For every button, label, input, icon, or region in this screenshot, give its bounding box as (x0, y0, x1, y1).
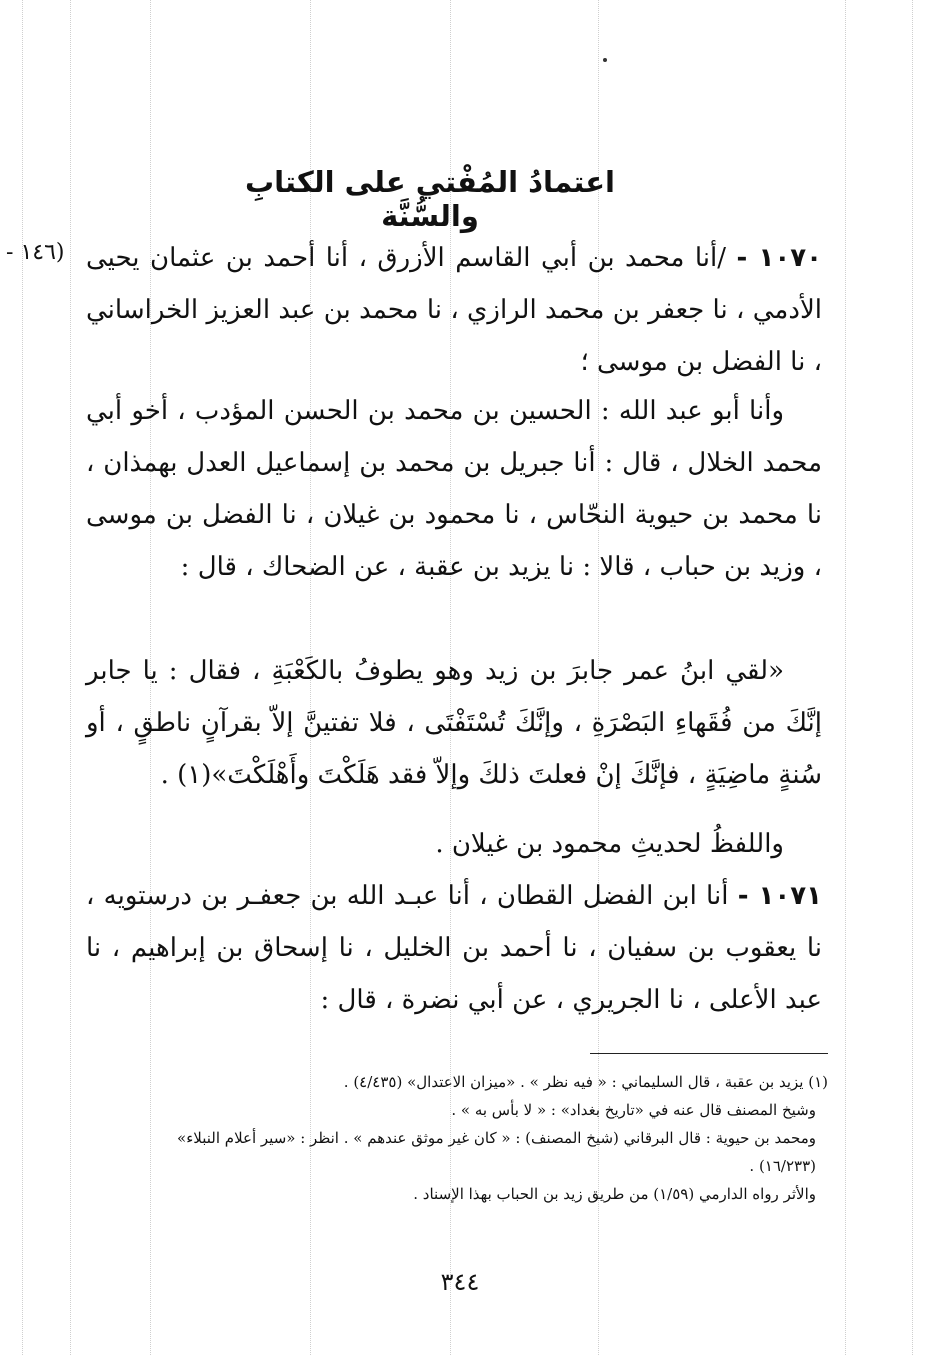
isnad-paragraph: وأنا أبو عبد الله : الحسين بن محمد بن الحسن المؤدب ، أخو أبي محمد الخلال ، قال : أنا جبريل بن محمد بن إسماعيل العدل بهمذان ، نا محمد بن حيوية النحّاس ، نا محمود بن غيلان ، نا الفضل بن موسى ، وزيد بن حباب ، قالا : نا يزيد بن عقبة ، عن الضحاك ، قال : (86, 396, 822, 582)
footnote-line: ومحمد بن حيوية : قال البرقاني (شيخ المصنف) : « كان غير موثق عندهم » . انظر : «سير أعلام النبلاء» (١٦/٢٣٣) . (177, 1129, 816, 1175)
hadith-number: ١٠٧١ - (737, 881, 822, 911)
speck-mark (603, 58, 607, 62)
margin-page-reference: (١٤٦ - (6, 240, 65, 265)
footnotes (160, 1068, 828, 1208)
wording-note: واللفظُ لحديثِ محمود بن غيلان . (435, 829, 784, 859)
hadith-1071 (86, 870, 822, 1026)
footnote-line: والأثر رواه الدارمي (١/٥٩) من طريق زيد بن الحباب بهذا الإسناد . (413, 1185, 816, 1203)
scan-line (845, 0, 846, 1355)
scan-line (70, 0, 71, 1355)
chapter-title: اعتمادُ المُفْتي على الكتابِ والسُّنَّة (245, 165, 615, 233)
page-number: ٣٤٤ (440, 1268, 480, 1296)
scan-line (22, 0, 23, 1355)
hadith-1070 (86, 232, 822, 388)
footnote-line: (١) يزيد بن عقبة ، قال السليماني : « فيه نظر » . «ميزان الاعتدال» (٤/٤٣٥) . (343, 1073, 828, 1091)
hadith-text: /أنا محمد بن أبي القاسم الأزرق ، أنا أحمد بن عثمان يحيى الأدمي ، نا جعفر بن محمد الرازي ، نا محمد بن عبد العزيز الخراساني ، نا الفضل بن موسى ؛ (86, 243, 822, 377)
hadith-number: ١٠٧٠ - (736, 243, 822, 273)
athar-paragraph: «لقي ابنُ عمر جابرَ بن زيد وهو يطوفُ بالكَعْبَةِ ، فقال : يا جابر إنَّكَ من فُقَهاءِ البَصْرَةِ ، وإنَّكَ تُسْتَفْتَى ، فلا تفتينَّ إلاّ بقرآنٍ ناطقٍ ، أو سُنةٍ ماضِيَةٍ ، فإنَّكَ إنْ فعلتَ ذلكَ وإلاّ فقد هَلَكْتَ وأَهْلَكْتَ»(١) . (86, 656, 822, 790)
footnote-separator (590, 1053, 828, 1054)
footnote-line: وشيخ المصنف قال عنه في «تاريخ بغداد» : « لا بأس به » . (451, 1101, 816, 1119)
scan-line (912, 0, 913, 1355)
hadith-text: أنا ابن الفضل القطان ، أنا عبـد الله بن جعفـر بن درستويه ، نا يعقوب بن سفيان ، نا أحمد بن الخليل ، نا إسحاق بن إبراهيم ، نا عبد الأعلى ، نا الجريري ، عن أبي نضرة ، قال : (86, 881, 822, 1015)
